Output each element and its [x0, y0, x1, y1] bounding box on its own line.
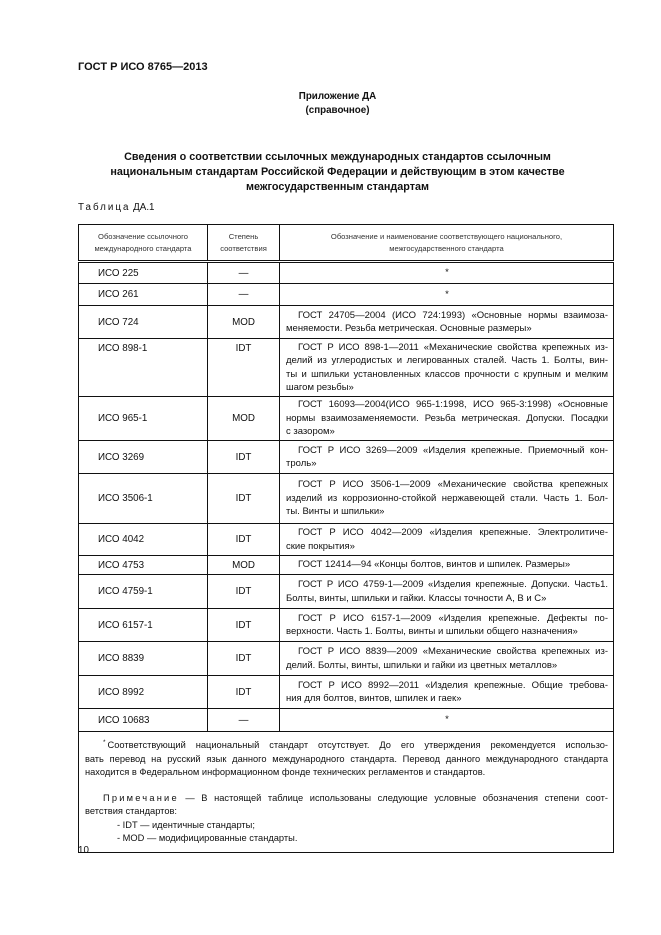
national-standard-line: ГОСТ Р ИСО 8992—2011 «Изделия крепежные. Общие требова-: [298, 679, 608, 691]
cell-international-standard: ИСО 724: [79, 306, 208, 339]
table-row: [79, 609, 614, 642]
cell-degree: IDT: [208, 575, 280, 609]
national-standard-line: меняемости. Резьба метрическая. Основные размеры»: [286, 323, 532, 334]
table-row: [79, 524, 614, 556]
table-row: [79, 676, 614, 709]
section-title: [78, 150, 597, 195]
header-degree: [208, 225, 280, 262]
table-row: [79, 575, 614, 609]
national-standard-line: ГОСТ 12414—94 «Концы болтов, винтов и шпилек. Размеры»: [298, 559, 571, 571]
cell-international-standard: ИСО 3269: [79, 441, 208, 474]
cell-national-standard: [280, 441, 614, 474]
section-title-line: Сведения о соответствии ссылочных международных стандартов ссылочным: [124, 151, 551, 163]
cell-degree: IDT: [208, 609, 280, 642]
national-standard-line: ГОСТ Р ИСО 898-1—2011 «Механические свойства крепежных из-: [298, 341, 608, 353]
national-standard-line: ГОСТ 16093—2004(ИСО 965-1:1998, ИСО 965-3:1998) «Основные: [298, 399, 608, 411]
national-standard-line: ГОСТ Р ИСО 3506-1—2009 «Механические свойства крепежных: [298, 479, 608, 491]
cell-national-standard: [280, 474, 614, 524]
national-standard-line: верхности. Часть 1. Болты, винты и шпильки общего назначения»: [286, 626, 578, 637]
cell-degree: MOD: [208, 556, 280, 575]
cell-international-standard: ИСО 225: [79, 262, 208, 284]
footnote-line: находится в Федеральном информационном фонде технических регламентов и стандартов.: [85, 767, 486, 777]
appendix-title: Приложение ДА: [298, 91, 377, 102]
national-standard-line: ты. Винты и шпильки»: [286, 506, 385, 518]
header-line: Обозначение и наименование соответствующего национального,: [330, 232, 563, 241]
cell-degree: MOD: [208, 397, 280, 441]
table-row: [79, 262, 614, 284]
table-row: [79, 339, 614, 397]
table-caption-number: ДА.1: [133, 202, 155, 213]
national-standard-line: изделий из коррозионно-стойкой нержавеющей стали. Часть 1. Бол-: [286, 492, 608, 504]
national-standard-line: делий из углеродистых и легированных сталей. Часть 1. Болты, вин-: [286, 355, 608, 366]
header-line: международного стандарта: [94, 243, 192, 253]
national-standard-line: ские покрытия»: [286, 540, 355, 552]
table-row: [79, 474, 614, 524]
cell-international-standard: ИСО 10683: [79, 709, 208, 732]
document-id: ГОСТ Р ИСО 8765—2013: [78, 61, 208, 73]
table-caption: [78, 202, 155, 213]
cell-international-standard: ИСО 6157-1: [79, 609, 208, 642]
cell-degree: IDT: [208, 474, 280, 524]
national-standard-line: ты и шпильки установленных классов прочности с крупным и мелким: [286, 368, 608, 380]
national-standard-line: Болты, винты, шпильки и гайки. Классы точности А, В и С»: [286, 592, 547, 604]
note-text: — В настоящей таблице использованы следующие условные обозначения степени соот-: [178, 792, 608, 803]
note-item-idt: - IDT — идентичные стандарты;: [117, 819, 255, 830]
cell-international-standard: ИСО 8839: [79, 642, 208, 676]
appendix-header: [78, 90, 597, 118]
cell-degree: IDT: [208, 642, 280, 676]
national-standard-line: ГОСТ Р ИСО 6157-1—2009 «Изделия крепежные. Дефекты по-: [298, 612, 608, 624]
table-row: [79, 284, 614, 306]
cell-national-standard: [280, 709, 614, 732]
cell-national-standard: [280, 575, 614, 609]
national-standard-line: *: [445, 288, 449, 300]
cell-national-standard: [280, 397, 614, 441]
correspondence-table: [78, 224, 614, 853]
cell-degree: —: [208, 284, 280, 306]
note-label: Примечание: [103, 792, 179, 803]
page-number: 10: [78, 845, 89, 856]
cell-national-standard: [280, 284, 614, 306]
header-line: Степень: [228, 232, 259, 241]
cell-degree: —: [208, 262, 280, 284]
national-standard-line: ГОСТ Р ИСО 8839—2009 «Механические свойства крепежных из-: [298, 646, 608, 657]
header-international-standard: [79, 225, 208, 262]
national-standard-line: *: [445, 714, 449, 726]
cell-degree: —: [208, 709, 280, 732]
national-standard-line: делий. Болты, винты, шпильки и гайки из цветных металлов»: [286, 659, 558, 671]
table-row: [79, 441, 614, 474]
table-caption-label: Таблица: [78, 202, 131, 213]
cell-national-standard: [280, 609, 614, 642]
cell-degree: IDT: [208, 524, 280, 556]
cell-degree: IDT: [208, 676, 280, 709]
national-standard-line: ния для болтов, винтов, шпилек и гаек»: [286, 693, 462, 704]
footnote-text: Соответствующий национальный стандарт отсутствует. До его утверждения рекомендуется использо-: [107, 740, 608, 750]
cell-international-standard: ИСО 898-1: [79, 339, 208, 397]
section-title-line: национальным стандартам Российской Федерации и действующим в этом качестве: [110, 166, 565, 178]
spacer: [85, 780, 608, 792]
appendix-subtitle: (справочное): [305, 105, 370, 116]
table-body: [79, 262, 614, 732]
cell-international-standard: ИСО 4042: [79, 524, 208, 556]
table-header-row: [79, 225, 614, 262]
note-item-mod: - MOD — модифицированные стандарты.: [117, 833, 298, 843]
cell-national-standard: [280, 556, 614, 575]
header-line: межгосударственного стандарта: [389, 243, 504, 253]
cell-degree: IDT: [208, 339, 280, 397]
footnote-marker: *: [103, 739, 106, 746]
cell-international-standard: ИСО 965-1: [79, 397, 208, 441]
cell-national-standard: [280, 676, 614, 709]
table-footnote: [79, 732, 614, 853]
cell-international-standard: ИСО 261: [79, 284, 208, 306]
header-line: Обозначение ссылочного: [98, 232, 188, 241]
cell-degree: MOD: [208, 306, 280, 339]
cell-national-standard: [280, 642, 614, 676]
national-standard-line: ГОСТ Р ИСО 4042—2009 «Изделия крепежные. Электролитиче-: [298, 527, 608, 538]
table-footnote-row: [79, 732, 614, 853]
footnote-line: [85, 736, 608, 753]
national-standard-line: ГОСТ Р ИСО 3269—2009 «Изделия крепежные. Приемочный кон-: [298, 444, 608, 456]
national-standard-line: ГОСТ 24705—2004 (ИСО 724:1993) «Основные нормы взаимоза-: [298, 309, 608, 321]
national-standard-line: *: [445, 267, 449, 279]
header-line: соответствия: [220, 243, 267, 253]
national-standard-line: нормы взаимозаменяемости. Резьба метрическая. Допуски. Посадки: [286, 412, 608, 424]
note-line: ветствия стандартов:: [85, 806, 178, 816]
cell-national-standard: [280, 262, 614, 284]
cell-international-standard: ИСО 3506-1: [79, 474, 208, 524]
national-standard-line: троль»: [286, 458, 317, 469]
table-row: [79, 642, 614, 676]
table-row: [79, 397, 614, 441]
table-row: [79, 306, 614, 339]
national-standard-line: ГОСТ Р ИСО 4759-1—2009 «Изделия крепежные. Допуски. Часть1.: [298, 579, 608, 590]
note-line: [85, 792, 608, 806]
cell-international-standard: ИСО 8992: [79, 676, 208, 709]
footnote-line: вать перевод на русский язык данного международного стандарта. Перевод данного международного стандарта: [85, 753, 608, 764]
cell-national-standard: [280, 306, 614, 339]
cell-national-standard: [280, 524, 614, 556]
cell-international-standard: ИСО 4753: [79, 556, 208, 575]
national-standard-line: шагом резьбы»: [286, 382, 354, 393]
cell-international-standard: ИСО 4759-1: [79, 575, 208, 609]
cell-degree: IDT: [208, 441, 280, 474]
national-standard-line: с зазором»: [286, 426, 335, 438]
section-title-line: межгосударственным стандартам: [246, 181, 429, 193]
header-national-standard: [280, 225, 614, 262]
table-row: [79, 709, 614, 732]
cell-national-standard: [280, 339, 614, 397]
table-row: [79, 556, 614, 575]
